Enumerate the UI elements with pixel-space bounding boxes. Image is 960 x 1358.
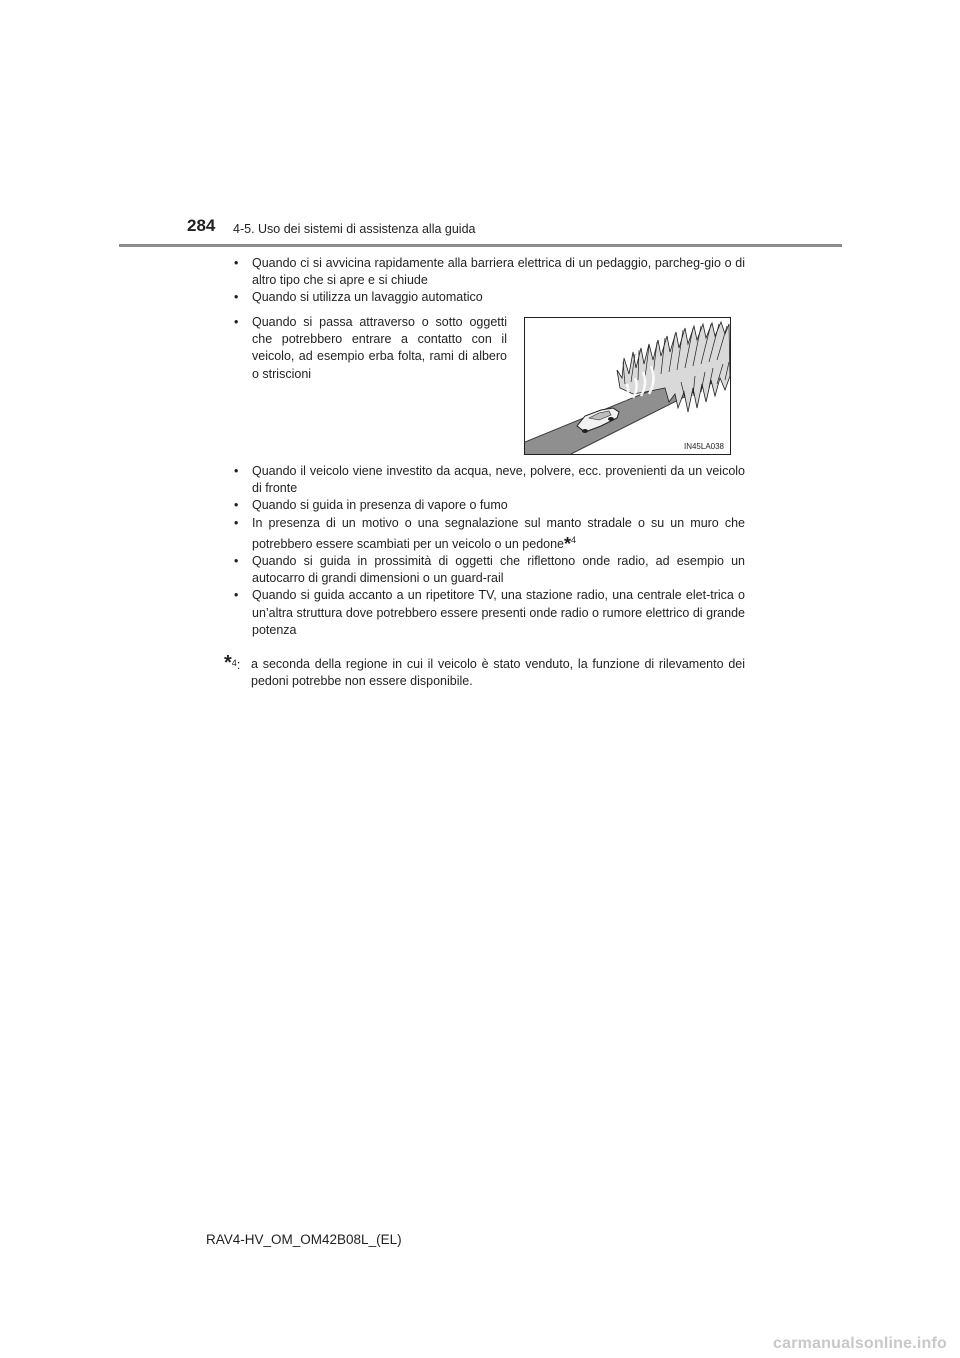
figure-code: IN45LA038 — [683, 442, 724, 451]
car-driving-near-tall-grass-illustration-icon — [525, 318, 730, 454]
footnote-number: 4 — [231, 658, 237, 668]
list-item — [234, 587, 745, 639]
footnote — [224, 652, 745, 690]
list-item-text: Quando si guida accanto a un ripetitore TV, una stazione radio, una centrale elet-trica o un’altra struttura dove potrebbero essere presenti onde radio o rumore elettrico di grande potenza — [252, 588, 745, 637]
bullet-dot: • — [234, 515, 239, 530]
bullet-dot: • — [234, 464, 239, 478]
bullet-dot: • — [234, 498, 239, 513]
list-item-text: Quando si utilizza un lavaggio automatico — [252, 290, 483, 305]
list-item — [234, 553, 745, 587]
list-item — [234, 497, 745, 514]
list-item-text: In presenza di un motivo o una segnalazione sul manto stradale o su un muro che potrebbero essere scambiati per un veicolo o un pedone — [252, 515, 745, 551]
list-item — [234, 314, 507, 383]
header-rule — [119, 244, 842, 247]
footnote-text: a seconda della regione in cui il veicolo è stato venduto, la funzione di rilevamento dei pedoni potrebbe non essere disponibile. — [251, 657, 745, 689]
bullet-list-bottom — [234, 463, 745, 639]
list-item-text: Quando ci si avvicina rapidamente alla barriera elettrica di un pedaggio, parcheg-gio o di altro tipo che si apre e si chiude — [252, 256, 745, 288]
bullet-dot: • — [234, 290, 239, 305]
footnote-ref-number: 4 — [571, 534, 577, 545]
bullet-list-top — [234, 255, 745, 307]
section-title: 4-5. Uso dei sistemi di assistenza alla guida — [233, 222, 476, 236]
footnote-ref-star: * — [564, 533, 572, 554]
list-item — [234, 289, 745, 306]
bullet-dot: • — [234, 588, 239, 603]
bullet-dot: • — [234, 554, 239, 569]
list-item-text: Quando il veicolo viene investito da acqua, neve, polvere, ecc. provenienti da un veicolo di fronte — [252, 464, 745, 496]
bullet-dot: • — [234, 256, 239, 270]
list-item-text: Quando si passa attraverso o sotto oggetti che potrebbero entrare a contatto con il veicolo, ad esempio erba folta, rami di albero o striscioni — [252, 315, 507, 381]
footnote-star: * — [224, 652, 232, 674]
watermark: carmanualsonline.info — [773, 1335, 948, 1352]
figure-illustration — [524, 317, 731, 455]
list-item — [234, 255, 745, 289]
footnote-marker — [224, 652, 241, 674]
list-item-text: Quando si guida in presenza di vapore o fumo — [252, 498, 508, 513]
document-code: RAV4-HV_OM_OM42B08L_(EL) — [206, 1232, 402, 1247]
page-number: 284 — [187, 216, 216, 235]
bullet-list-figure — [234, 314, 507, 383]
list-item — [234, 463, 745, 497]
list-item — [234, 515, 745, 553]
footnote-colon: : — [236, 658, 241, 672]
bullet-dot: • — [234, 315, 239, 329]
list-item-text: Quando si guida in prossimità di oggetti che riflettono onde radio, ad esempio un autocarro di grandi dimensioni o un guard-rail — [252, 554, 745, 586]
